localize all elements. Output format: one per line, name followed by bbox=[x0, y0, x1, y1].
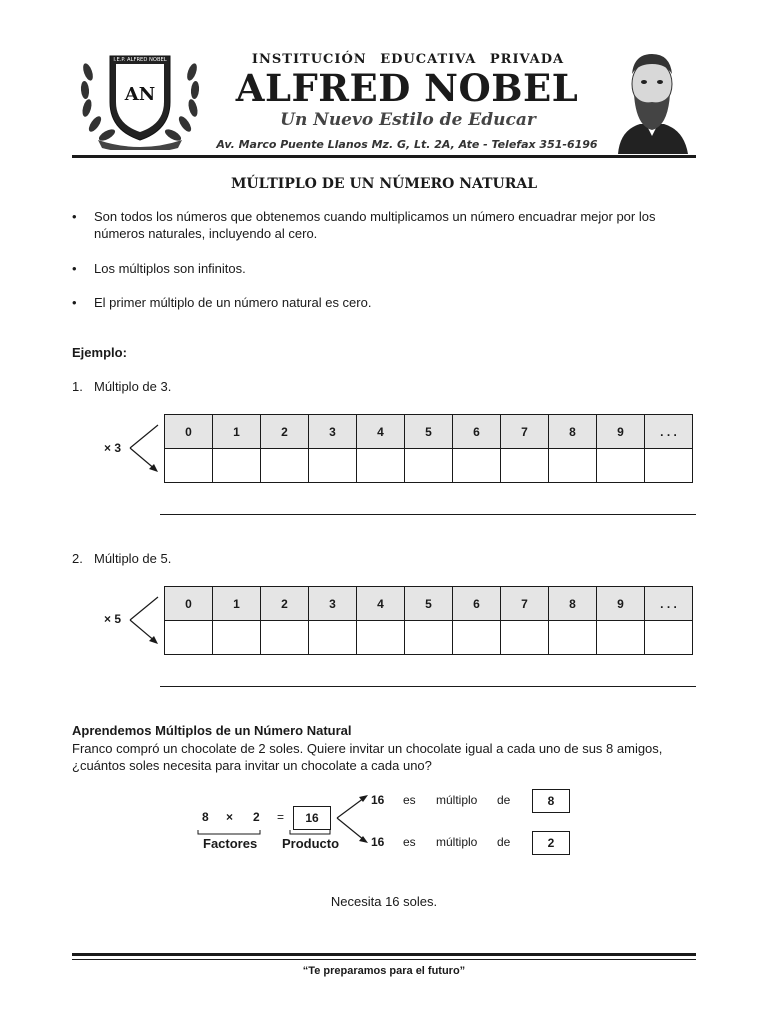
row2-value: 16 bbox=[371, 835, 385, 849]
page-title: MÚLTIPLO DE UN NÚMERO NATURAL bbox=[230, 176, 538, 192]
row1-multiplo: múltiplo bbox=[436, 793, 478, 807]
table-header-cell: 5 bbox=[405, 587, 453, 621]
factors-label: Factores bbox=[203, 836, 258, 851]
multiples-table-5 bbox=[164, 586, 693, 655]
answer-cell[interactable] bbox=[261, 449, 309, 483]
example-text: Múltiplo de 5. bbox=[94, 551, 172, 566]
footer-motto: “Te preparamos para el futuro” bbox=[302, 965, 466, 977]
example-label: Ejemplo: bbox=[72, 345, 127, 360]
footer-divider bbox=[72, 953, 696, 956]
answer-cell[interactable] bbox=[309, 449, 357, 483]
bullet-dot: • bbox=[72, 295, 77, 310]
equals-sign: = bbox=[277, 810, 285, 824]
alfred-nobel-portrait bbox=[610, 44, 694, 154]
section-heading: Aprendemos Múltiplos de un Número Natural bbox=[72, 723, 352, 738]
school-crest-logo bbox=[78, 42, 202, 150]
table-header-cell: 0 bbox=[165, 415, 213, 449]
answer-cell[interactable] bbox=[165, 449, 213, 483]
answer-cell[interactable] bbox=[645, 449, 693, 483]
answer-cell[interactable] bbox=[405, 621, 453, 655]
row2-de: de bbox=[497, 835, 511, 849]
answer-cell[interactable] bbox=[165, 621, 213, 655]
answer-cell[interactable] bbox=[453, 621, 501, 655]
factor-b: 2 bbox=[253, 810, 260, 824]
answer-cell[interactable] bbox=[597, 621, 645, 655]
school-address: Av. Marco Puente Llanos Mz. G, Lt. 2A, Ate - Telefax 351-6196 bbox=[216, 138, 598, 151]
footer-divider-thin bbox=[72, 959, 696, 960]
row2-factor-box: 2 bbox=[532, 831, 570, 855]
answer-cell[interactable] bbox=[213, 621, 261, 655]
table-header-cell: . . . bbox=[645, 415, 693, 449]
crest-text: I.E.P. ALFRED NOBEL bbox=[113, 57, 167, 63]
row2-es: es bbox=[403, 835, 416, 849]
answer-cell[interactable] bbox=[549, 621, 597, 655]
table-header-cell: . . . bbox=[645, 587, 693, 621]
table-header-cell: 1 bbox=[213, 587, 261, 621]
school-name: ALFRED NOBEL bbox=[235, 66, 579, 110]
row2-multiplo: múltiplo bbox=[436, 835, 478, 849]
example-number: 1. bbox=[72, 379, 83, 394]
answer-cell[interactable] bbox=[405, 449, 453, 483]
answer-cell[interactable] bbox=[309, 621, 357, 655]
table-header-cell: 4 bbox=[357, 587, 405, 621]
school-slogan: Un Nuevo Estilo de Educar bbox=[280, 110, 536, 130]
table-header-cell: 2 bbox=[261, 415, 309, 449]
institution-label: INSTITUCIÓN EDUCATIVA PRIVADA bbox=[251, 52, 565, 67]
table-header-cell: 9 bbox=[597, 415, 645, 449]
product-box: 16 bbox=[293, 806, 331, 830]
bullet-item bbox=[72, 294, 696, 311]
table-header-row bbox=[165, 415, 693, 449]
factor-a: 8 bbox=[202, 810, 209, 824]
bullet-text: El primer múltiplo de un número natural es cero. bbox=[94, 295, 372, 310]
answer-cell[interactable] bbox=[213, 449, 261, 483]
answer-cell[interactable] bbox=[549, 449, 597, 483]
bullet-item bbox=[72, 208, 696, 242]
bullet-text: Son todos los números que obtenemos cuando multiplicamos un número encuadrar mejor por los números naturales, incluyendo al cero. bbox=[94, 209, 656, 241]
branch-arrow-icon bbox=[128, 596, 162, 646]
answer-line[interactable] bbox=[160, 514, 696, 515]
bullet-item bbox=[72, 260, 696, 277]
table-answer-row bbox=[165, 449, 693, 483]
header-divider bbox=[72, 155, 696, 158]
multiples-table-3 bbox=[164, 414, 693, 483]
table-header-cell: 8 bbox=[549, 415, 597, 449]
table-header-cell: 5 bbox=[405, 415, 453, 449]
multiplier-label: × 3 bbox=[104, 441, 122, 455]
split-arrows-icon bbox=[334, 790, 370, 850]
times-sign: × bbox=[226, 810, 234, 824]
table-header-cell: 8 bbox=[549, 587, 597, 621]
table-header-cell: 3 bbox=[309, 415, 357, 449]
branch-arrow-icon bbox=[128, 424, 162, 474]
row1-de: de bbox=[497, 793, 511, 807]
problem-text: Franco compró un chocolate de 2 soles. Quiere invitar un chocolate igual a cada uno de sus 8 amigos, ¿cuántos soles necesita para invitar un chocolate a cada uno? bbox=[72, 741, 663, 773]
table-header-cell: 0 bbox=[165, 587, 213, 621]
conclusion-text: Necesita 16 soles. bbox=[330, 894, 438, 909]
answer-cell[interactable] bbox=[357, 449, 405, 483]
answer-cell[interactable] bbox=[453, 449, 501, 483]
product-label: Producto bbox=[282, 836, 340, 851]
table-header-cell: 6 bbox=[453, 587, 501, 621]
answer-cell[interactable] bbox=[261, 621, 309, 655]
table-header-row bbox=[165, 587, 693, 621]
row1-value: 16 bbox=[371, 793, 385, 807]
table-answer-row bbox=[165, 621, 693, 655]
row1-es: es bbox=[403, 793, 416, 807]
bullet-text: Los múltiplos son infinitos. bbox=[94, 261, 246, 276]
answer-cell[interactable] bbox=[357, 621, 405, 655]
table-header-cell: 6 bbox=[453, 415, 501, 449]
multiplier-label: × 5 bbox=[104, 612, 122, 626]
answer-line[interactable] bbox=[160, 686, 696, 687]
answer-cell[interactable] bbox=[501, 449, 549, 483]
example-number: 2. bbox=[72, 551, 83, 566]
table-header-cell: 1 bbox=[213, 415, 261, 449]
answer-cell[interactable] bbox=[597, 449, 645, 483]
table-header-cell: 2 bbox=[261, 587, 309, 621]
answer-cell[interactable] bbox=[645, 621, 693, 655]
table-header-cell: 7 bbox=[501, 587, 549, 621]
bullet-dot: • bbox=[72, 261, 77, 276]
answer-cell[interactable] bbox=[501, 621, 549, 655]
table-header-cell: 4 bbox=[357, 415, 405, 449]
bullet-dot: • bbox=[72, 209, 77, 224]
example-item-2 bbox=[72, 551, 171, 566]
table-header-cell: 7 bbox=[501, 415, 549, 449]
example-text: Múltiplo de 3. bbox=[94, 379, 172, 394]
example-item-1 bbox=[72, 379, 171, 394]
row1-factor-box: 8 bbox=[532, 789, 570, 813]
table-header-cell: 9 bbox=[597, 587, 645, 621]
table-header-cell: 3 bbox=[309, 587, 357, 621]
svg-text:AN: AN bbox=[124, 84, 156, 105]
